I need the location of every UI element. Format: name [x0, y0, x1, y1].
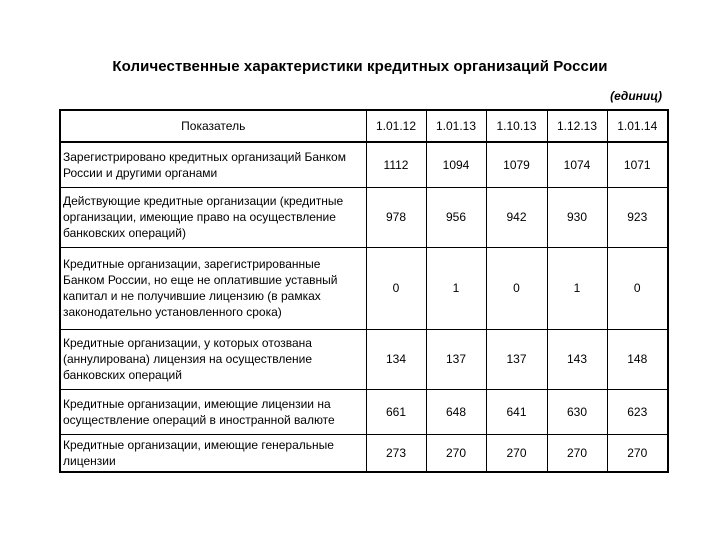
cell-value: 630	[547, 389, 607, 434]
row-label: Кредитные организации, имеющие генеральные лицензии	[60, 434, 366, 472]
cell-value: 648	[426, 389, 486, 434]
cell-value: 137	[486, 329, 547, 389]
cell-value: 930	[547, 187, 607, 247]
cell-value: 1074	[547, 142, 607, 187]
cell-value: 623	[607, 389, 668, 434]
cell-value: 0	[607, 247, 668, 329]
table-row	[60, 389, 668, 434]
column-header-date: 1.10.13	[486, 110, 547, 142]
unit-label: (единиц)	[610, 89, 662, 103]
cell-value: 956	[426, 187, 486, 247]
cell-value: 134	[366, 329, 426, 389]
column-header-date: 1.01.13	[426, 110, 486, 142]
cell-value: 137	[426, 329, 486, 389]
table-row	[60, 142, 668, 187]
cell-value: 1	[426, 247, 486, 329]
cell-value: 1071	[607, 142, 668, 187]
cell-value: 1094	[426, 142, 486, 187]
cell-value: 942	[486, 187, 547, 247]
row-label: Кредитные организации, у которых отозвана (аннулирована) лицензия на осуществление банковских операций	[60, 329, 366, 389]
cell-value: 270	[607, 434, 668, 472]
cell-value: 923	[607, 187, 668, 247]
column-header-date: 1.01.12	[366, 110, 426, 142]
cell-value: 0	[366, 247, 426, 329]
cell-value: 0	[486, 247, 547, 329]
cell-value: 978	[366, 187, 426, 247]
row-label: Кредитные организации, имеющие лицензии на осуществление операций в иностранной валюте	[60, 389, 366, 434]
table-row	[60, 434, 668, 472]
row-label: Действующие кредитные организации (кредитные организации, имеющие право на осуществление банковских операций)	[60, 187, 366, 247]
column-header-indicator: Показатель	[60, 110, 366, 142]
cell-value: 1079	[486, 142, 547, 187]
cell-value: 270	[486, 434, 547, 472]
table-row	[60, 329, 668, 389]
table-row	[60, 247, 668, 329]
cell-value: 273	[366, 434, 426, 472]
cell-value: 148	[607, 329, 668, 389]
cell-value: 1	[547, 247, 607, 329]
cell-value: 270	[547, 434, 607, 472]
page-title: Количественные характеристики кредитных организаций России	[112, 58, 608, 75]
column-header-date: 1.01.14	[607, 110, 668, 142]
cell-value: 641	[486, 389, 547, 434]
table-header-row	[60, 110, 668, 142]
row-label: Зарегистрировано кредитных организаций Банком России и другими органами	[60, 142, 366, 187]
statistics-table	[59, 109, 669, 473]
table-row	[60, 187, 668, 247]
cell-value: 143	[547, 329, 607, 389]
column-header-date: 1.12.13	[547, 110, 607, 142]
cell-value: 1112	[366, 142, 426, 187]
row-label: Кредитные организации, зарегистрированные Банком России, но еще не оплатившие уставный капитал и не получившие лицензию (в рамках законодательно установленного срока)	[60, 247, 366, 329]
cell-value: 270	[426, 434, 486, 472]
cell-value: 661	[366, 389, 426, 434]
